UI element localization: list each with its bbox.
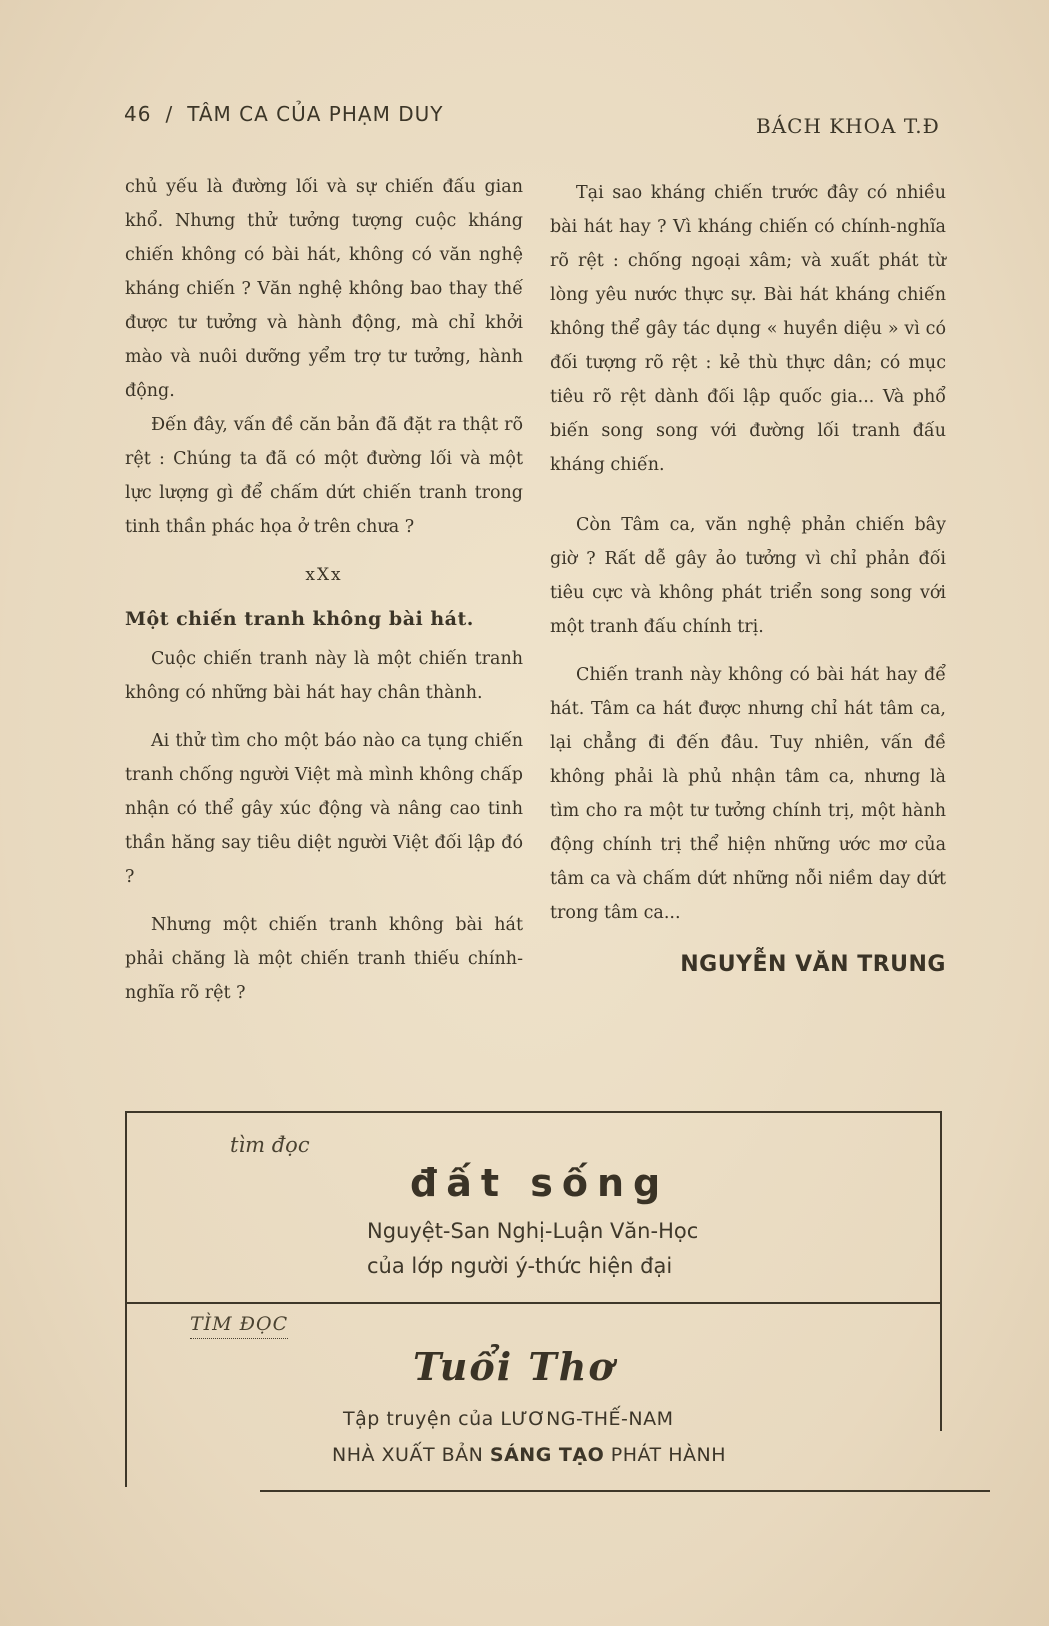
left-column bbox=[125, 170, 523, 1010]
running-header bbox=[124, 102, 443, 126]
divider bbox=[260, 1490, 990, 1492]
ad-kicker: tìm đọc bbox=[230, 1133, 310, 1157]
paragraph: Tại sao kháng chiến trước đây có nhiều bài hát hay ? Vì kháng chiến có chính-nghĩa rõ rệt : chống ngoại xâm; và xuất phát từ lòng yêu nước thực sự. Bài hát kháng chiến không thể gây tác dụng « huyền diệu » vì có đối tượng rõ rệt : kẻ thù thực dân; có mục tiêu rõ rệt dành đối lập quốc gia... Và phổ biến song song với đường lối tranh đấu kháng chiến. bbox=[550, 183, 946, 475]
page-number: 46 bbox=[124, 102, 152, 126]
author-signature: NGUYỄN VĂN TRUNG bbox=[680, 952, 946, 977]
ad-kicker: TÌM ĐỌC bbox=[190, 1313, 288, 1339]
paragraph: Ai thử tìm cho một báo nào ca tụng chiến tranh chống người Việt mà mình không chấp nhận có thể gây xúc động và nâng cao tinh thần hăng say tiêu diệt người Việt đối lập đó ? bbox=[125, 731, 523, 887]
divider bbox=[940, 1111, 942, 1431]
article-title: TÂM CA CỦA PHẠM DUY bbox=[187, 102, 444, 126]
ad-publisher-line bbox=[332, 1444, 726, 1466]
publisher-name: SÁNG TẠO bbox=[489, 1444, 605, 1466]
advertisement-box bbox=[125, 1111, 945, 1491]
publisher-prefix: NHÀ XUẤT BẢN bbox=[332, 1444, 484, 1466]
ad-title: Tuổi Thơ bbox=[413, 1344, 616, 1389]
paragraph: Nhưng một chiến tranh không bài hát phải chăng là một chiến tranh thiếu chính-nghĩa rõ rệt ? bbox=[125, 915, 523, 1003]
divider bbox=[125, 1302, 940, 1304]
header-separator: / bbox=[165, 102, 174, 126]
ad-tagline: Nguyệt-San Nghị-Luận Văn-Học bbox=[367, 1219, 699, 1243]
divider bbox=[125, 1111, 940, 1113]
section-heading: Một chiến tranh không bài hát. bbox=[125, 608, 474, 630]
divider bbox=[125, 1111, 127, 1487]
paragraph: chủ yếu là đường lối và sự chiến đấu gian khổ. Nhưng thử tưởng tượng cuộc kháng chiến không có bài hát, không có văn nghệ kháng chiến ? Văn nghệ không bao thay thế được tư tưởng và hành động, mà chỉ khởi mào và nuôi dưỡng yểm trợ tư tưởng, hành động. bbox=[125, 177, 523, 401]
ad-title: đất sống bbox=[410, 1161, 670, 1205]
paragraph: Chiến tranh này không có bài hát hay để hát. Tâm ca hát được nhưng chỉ hát tâm ca, lại chẳng đi đến đâu. Tuy nhiên, vấn đề không phải là phủ nhận tâm ca, nhưng là tìm cho ra một tư tưởng chính trị, một hành động chính trị thể hiện những ước mơ của tâm ca và chấm dứt những nỗi niềm day dứt trong tâm ca... bbox=[550, 665, 946, 923]
publication-name: BÁCH KHOA T.Đ bbox=[756, 114, 940, 138]
ad-tagline: của lớp người ý-thức hiện đại bbox=[367, 1254, 673, 1278]
paragraph: Đến đây, vấn đề căn bản đã đặt ra thật rõ rệt : Chúng ta đã có một đường lối và một lực lượng gì để chấm dứt chiến tranh trong tinh thần phác họa ở trên chưa ? bbox=[125, 415, 523, 537]
paragraph: Cuộc chiến tranh này là một chiến tranh không có những bài hát hay chân thành. bbox=[125, 649, 523, 703]
section-separator: xXx bbox=[305, 565, 343, 585]
publisher-suffix: PHÁT HÀNH bbox=[610, 1444, 726, 1466]
ad-tagline: Tập truyện của LƯƠNG-THẾ-NAM bbox=[343, 1408, 674, 1430]
paragraph: Còn Tâm ca, văn nghệ phản chiến bây giờ ? Rất dễ gây ảo tưởng vì chỉ phản đối tiêu cực và không phát triển song song với một tranh đấu chính trị. bbox=[550, 515, 946, 637]
right-column bbox=[550, 176, 946, 982]
